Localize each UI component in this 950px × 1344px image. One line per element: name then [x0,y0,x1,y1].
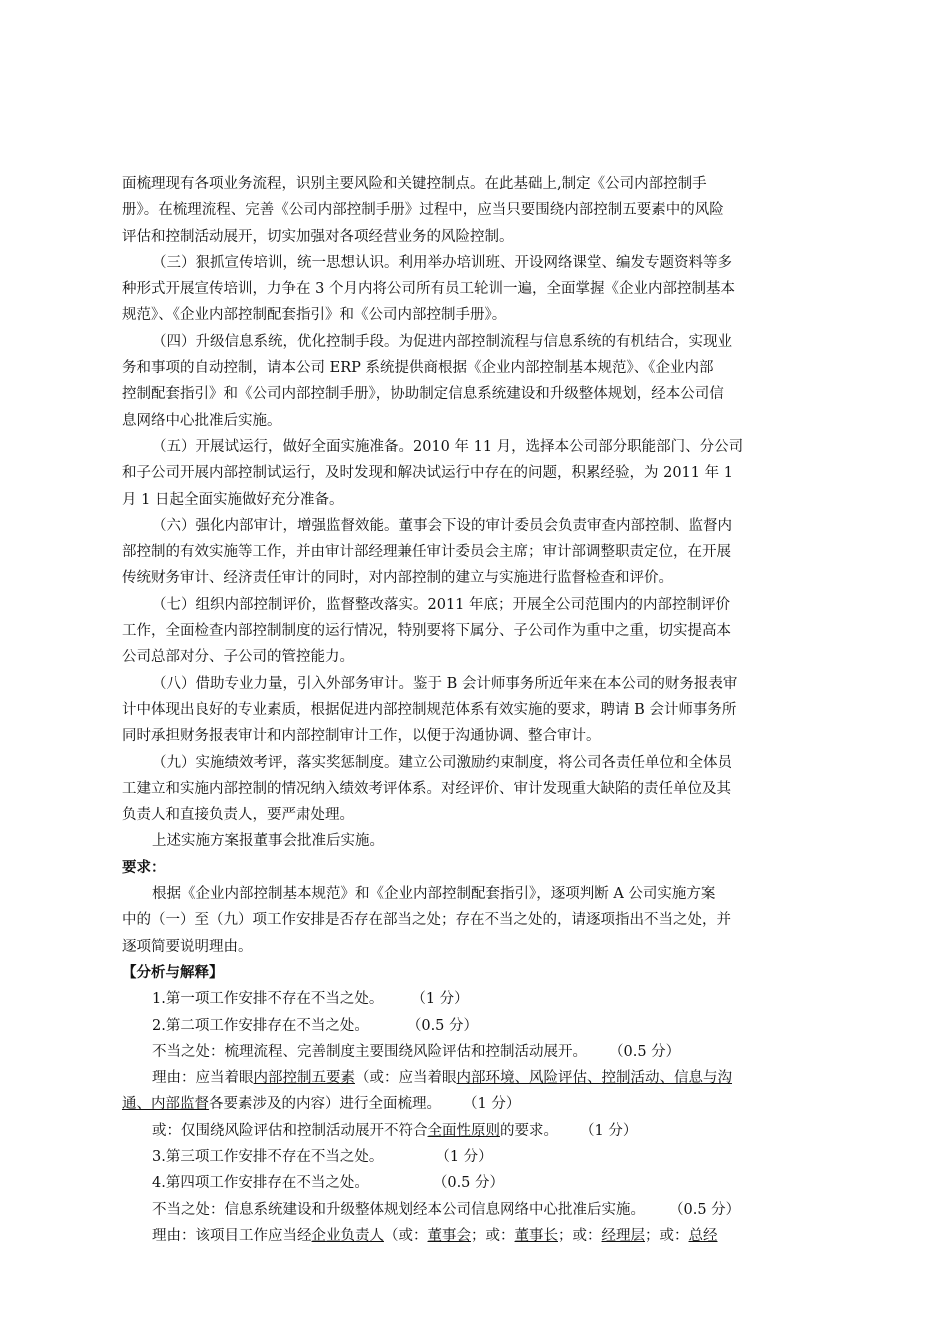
answer-4-issue-score: （0.5 分） [669,1201,741,1218]
paragraph-7-line-2: 工作，全面检查内部控制制度的运行情况，特别要将下属分、子公司作为重中之重，切实提高本 [122,623,731,640]
answer-4-reason-sep-1: （或： [384,1227,428,1244]
answer-2-issue-score: （0.5 分） [609,1043,681,1060]
paragraph-8-line-3: 同时承担财务报表审计和内部控制审计工作，以便于沟通协调、整合审计。 [122,728,601,745]
answer-4-issue [122,1197,832,1223]
requirements-heading: 要求： [122,858,166,876]
answer-4-reason-underline-4: 经理层 [601,1227,645,1244]
answer-2-reason-score: （1 分） [463,1096,521,1113]
answer-2-issue [122,1039,832,1065]
answer-2-reason-prefix: 理由：应当着眼 [152,1070,254,1087]
answer-2-reason-suffix: 各要素涉及的内容）进行全面梳理。 [209,1096,441,1113]
paragraph-4-line-3: 控制配套指引》和《公司内部控制手册》，协助制定信息系统建设和升级整体规划，经本公司信 [122,386,724,403]
closing-sentence: 上述实施方案报董事会批准后实施。 [152,833,384,850]
answer-2-text: 2.第二项工作安排存在不当之处。 [152,1017,369,1034]
answer-2-alternative [122,1118,832,1144]
analysis-heading: 【分析与解释】 [122,963,224,981]
answer-2-alt-suffix: 的要求。 [500,1122,558,1139]
paragraph-7-line-3: 公司总部对分、子公司的管控能力。 [122,649,354,666]
answer-4-reason-underline-1: 企业负责人 [311,1227,384,1244]
answer-4-reason-underline-5: 总经 [688,1227,718,1244]
requirements-line-2: 中的（一）至（九）项工作安排是否存在部当之处；存在不当之处的，请逐项指出不当之处，并 [122,912,731,929]
answer-1 [122,986,832,1012]
paragraph-9-line-2: 工建立和实施内部控制的情况纳入绩效考评体系。对经评价、审计发现重大缺陷的责任单位及其 [122,780,731,797]
answer-2-reason-line-2 [122,1091,832,1117]
paragraph-6-line-1: （六）强化内部审计，增强监督效能。董事会下设的审计委员会负责审查内部控制、监督内 [152,517,732,534]
paragraph-8-line-2: 计中体现出良好的专业素质，根据促进内部控制规范体系有效实施的要求，聘请 B 会计师事务所 [122,701,737,718]
answer-2-reason-underline-3: 通、内部监督 [122,1096,209,1113]
answer-2-reason-underline-1: 内部控制五要素 [253,1070,355,1087]
answer-4-reason-sep-2: ；或： [471,1227,515,1244]
paragraph-2-line-3: 评估和控制活动展开，切实加强对各项经营业务的风险控制。 [122,228,514,245]
paragraph-6-line-3: 传统财务审计、经济责任审计的同时，对内部控制的建立与实施进行监督检查和评价。 [122,570,673,587]
requirements-line-3: 逐项简要说明理由。 [122,938,253,955]
answer-4-reason-prefix: 理由：该项目工作应当经 [152,1227,312,1244]
answer-4 [122,1170,832,1196]
paragraph-7-line-1: （七）组织内部控制评价，监督整改落实。2011 年底；开展全公司范围内的内部控制评价 [152,596,731,613]
answer-1-text: 1.第一项工作安排不存在不当之处。 [152,991,384,1008]
answer-4-reason-line-1 [122,1223,832,1249]
paragraph-3-line-2: 种形式开展宣传培训，力争在 3 个月内将公司所有员工轮训一遍，全面掌握《企业内部控制基本 [122,281,735,298]
paragraph-6-line-2: 部控制的有效实施等工作，并由审计部经理兼任审计委员会主席；审计部调整职责定位，在开展 [122,544,731,561]
paragraph-3-line-3: 规范》、《企业内部控制配套指引》和《公司内部控制手册》。 [122,307,507,324]
paragraph-9-line-1: （九）实施绩效考评，落实奖惩制度。建立公司激励约束制度，将公司各责任单位和全体员 [152,754,732,771]
answer-2-alt-prefix: 或：仅围绕风险评估和控制活动展开不符合 [152,1122,428,1139]
answer-2-reason-middle: （或：应当着眼 [355,1070,457,1087]
answer-4-reason-underline-2: 董事会 [427,1227,471,1244]
paragraph-5-line-3: 月 1 日起全面实施做好充分准备。 [122,491,344,508]
paragraph-5-line-1: （五）开展试运行，做好全面实施准备。2010 年 11 月，选择本公司部分职能部门、分公司 [152,438,744,455]
answer-1-score: （1 分） [411,991,469,1008]
answer-2-reason-line-1 [122,1065,832,1091]
answer-2-score: （0.5 分） [406,1017,479,1034]
answer-4-text: 4.第四项工作安排存在不当之处。 [152,1175,369,1192]
answer-3-text: 3.第三项工作安排不存在不当之处。 [152,1148,384,1165]
paragraph-2-line-1: 面梳理现有各项业务流程，识别主要风险和关键控制点。在此基础上,制定《公司内部控制手 [122,176,707,192]
paragraph-4-line-2: 务和事项的自动控制，请本公司 ERP 系统提供商根据《企业内部控制基本规范》、《企业内部 [122,360,714,377]
answer-4-reason-sep-3: ；或： [558,1227,602,1244]
answer-4-score: （0.5 分） [432,1175,505,1192]
answer-2-reason-underline-2: 内部环境、风险评估、控制活动、信息与沟 [456,1070,732,1087]
answer-2-alt-score: （1 分） [580,1122,638,1139]
paragraph-9-line-3: 负责人和直接负责人，要严肃处理。 [122,807,354,824]
answer-3 [122,1144,832,1170]
paragraph-2-line-2: 册》。在梳理流程、完善《公司内部控制手册》过程中，应当只要围绕内部控制五要素中的风险 [122,202,724,219]
paragraph-4-line-4: 息网络中心批准后实施。 [122,412,282,429]
requirements-line-1: 根据《企业内部控制基本规范》和《企业内部控制配套指引》，逐项判断 A 公司实施方案 [152,886,716,903]
paragraph-5-line-2: 和子公司开展内部控制试运行，及时发现和解决试运行中存在的问题，积累经验，为 2011 年 1 [122,465,733,482]
answer-2-issue-text: 不当之处：梳理流程、完善制度主要围绕风险评估和控制活动展开。 [152,1043,587,1060]
answer-4-issue-text: 不当之处：信息系统建设和升级整体规划经本公司信息网络中心批准后实施。 [152,1201,645,1218]
answer-4-reason-underline-3: 董事长 [514,1227,558,1244]
answer-2-alt-underline: 全面性原则 [427,1122,500,1139]
answer-2 [122,1013,832,1039]
paragraph-3-line-1: （三）狠抓宣传培训，统一思想认识。利用举办培训班、开设网络课堂、编发专题资料等多 [152,254,732,271]
answer-4-reason-sep-4: ；或： [645,1227,689,1244]
document-page [122,171,832,1249]
paragraph-8-line-1: （八）借助专业力量，引入外部务审计。鉴于 B 会计师事务所近年来在本公司的财务报表审 [152,675,738,692]
paragraph-4-line-1: （四）升级信息系统，优化控制手段。为促进内部控制流程与信息系统的有机结合，实现业 [152,333,732,350]
answer-3-score: （1 分） [435,1148,493,1165]
